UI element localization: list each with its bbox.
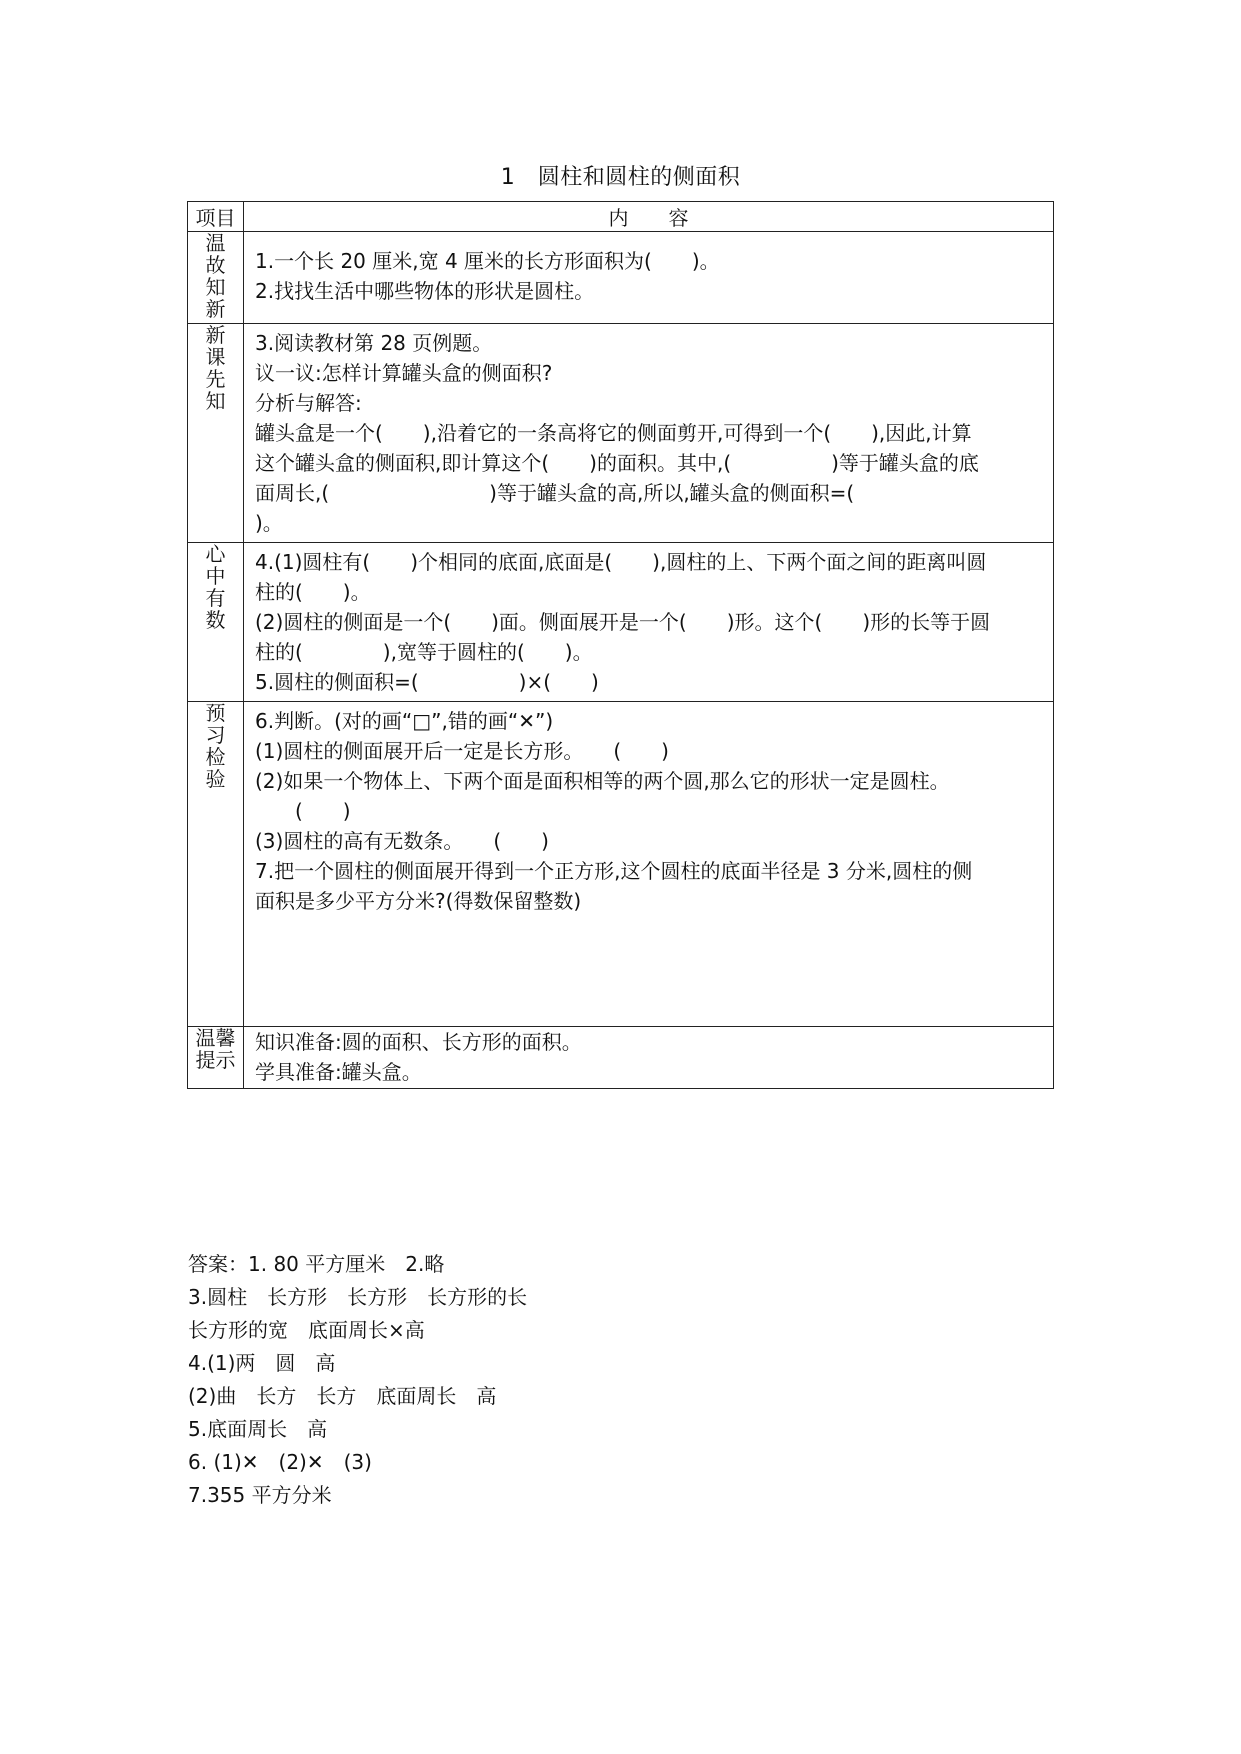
content-line: 7.把一个圆柱的侧面展开得到一个正方形,这个圆柱的底面半径是 3 分米,圆柱的侧 (255, 859, 973, 883)
content-line: (2)圆柱的侧面是一个( )面。侧面展开是一个( )形。这个( )形的长等于圆 (255, 610, 991, 634)
content-line: 罐头盒是一个( ),沿着它的一条高将它的侧面剪开,可得到一个( ),因此,计算 (255, 421, 972, 445)
content-line: 2.找找生活中哪些物体的形状是圆柱。 (255, 279, 595, 303)
answer-line: 7.355 平方分米 (188, 1483, 332, 1507)
row-content (244, 543, 1054, 702)
table-header-row (188, 202, 1054, 232)
table-row (188, 1027, 1054, 1089)
content-line: 6.判断。(对的画“□”,错的画“✕”) (255, 709, 554, 733)
content-line: ( ) (295, 799, 351, 823)
content-line: 柱的( )。 (255, 580, 371, 604)
table-row (188, 232, 1054, 324)
row-label: 新课先知 (188, 324, 244, 543)
row-label: 温馨提示 (188, 1027, 244, 1089)
table-row (188, 543, 1054, 702)
content-line: 面积是多少平方分米?(得数保留整数) (255, 889, 582, 913)
row-content (244, 1027, 1054, 1089)
answer-line: 长方形的宽 底面周长×高 (188, 1318, 425, 1342)
answer-line: 3.圆柱 长方形 长方形 长方形的长 (188, 1285, 528, 1309)
content-line: (2)如果一个物体上、下两个面是面积相等的两个圆,那么它的形状一定是圆柱。 (255, 769, 950, 793)
table-row (188, 702, 1054, 1027)
answer-line: 4.(1)两 圆 高 (188, 1351, 336, 1375)
table-row (188, 324, 1054, 543)
answer-line: 答案：1. 80 平方厘米 2.略 (188, 1252, 445, 1276)
header-content: 内 容 (244, 202, 1054, 232)
content-line: 4.(1)圆柱有( )个相同的底面,底面是( ),圆柱的上、下两个面之间的距离叫圆 (255, 550, 987, 574)
answer-line: (2)曲 长方 长方 底面周长 高 (188, 1384, 497, 1408)
content-line: )。 (255, 511, 283, 535)
content-line: (1)圆柱的侧面展开后一定是长方形。 ( ) (255, 739, 669, 763)
content-line: (3)圆柱的高有无数条。 ( ) (255, 829, 549, 853)
content-line: 学具准备:罐头盒。 (255, 1060, 422, 1084)
content-line: 这个罐头盒的侧面积,即计算这个( )的面积。其中,( )等于罐头盒的底 (255, 451, 979, 475)
row-label: 预习检验 (188, 702, 244, 1027)
content-line: 面周长,( )等于罐头盒的高,所以,罐头盒的侧面积=( (255, 481, 855, 505)
content-line: 分析与解答: (255, 391, 362, 415)
page-title: 1 圆柱和圆柱的侧面积 (500, 165, 741, 190)
row-label: 心中有数 (188, 543, 244, 702)
content-line: 1.一个长 20 厘米,宽 4 厘米的长方形面积为( )。 (255, 249, 720, 273)
content-line: 3.阅读教材第 28 页例题。 (255, 331, 493, 355)
answer-key (188, 1248, 988, 1512)
header-item: 项目 (188, 202, 244, 232)
answer-line: 6. (1)✕ (2)✕ (3) (188, 1450, 372, 1474)
row-content (244, 324, 1054, 543)
content-line: 5.圆柱的侧面积=( )×( ) (255, 670, 599, 694)
row-content (244, 232, 1054, 324)
content-line: 议一议:怎样计算罐头盒的侧面积? (255, 361, 553, 385)
content-line: 柱的( ),宽等于圆柱的( )。 (255, 640, 593, 664)
worksheet-table (187, 201, 1054, 1089)
row-label: 温故知新 (188, 232, 244, 324)
content-line: 知识准备:圆的面积、长方形的面积。 (255, 1030, 582, 1054)
row-content (244, 702, 1054, 1027)
answer-line: 5.底面周长 高 (188, 1417, 328, 1441)
